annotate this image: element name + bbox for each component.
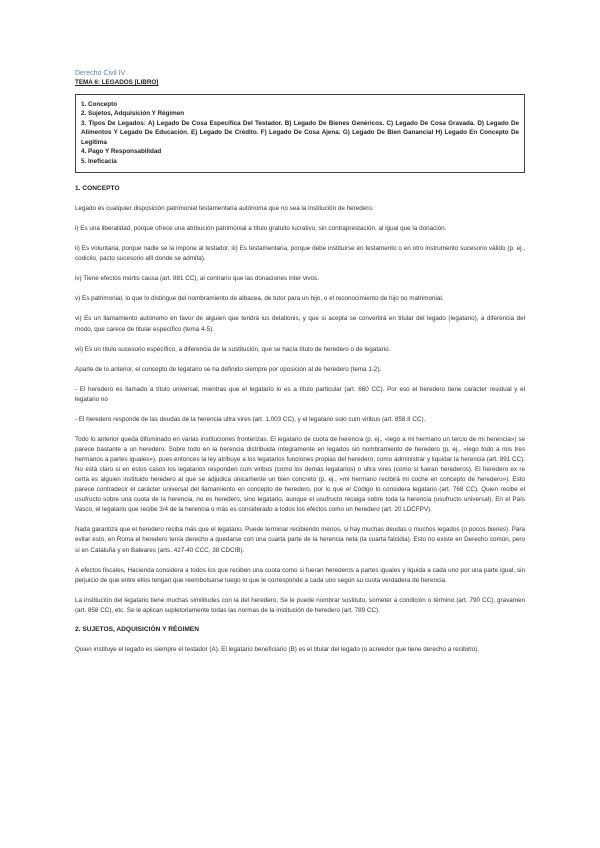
paragraph: - El heredero es llamado a título universal, mientras que el legatario lo es a título particular (art. 660 CC). Por eso el heredero tiene carácter residual y el legatario no [75, 385, 525, 403]
paragraph: iv) Tiene efectos mortis causa (art. 881 CC), al contrario que las donaciones inter vivos. [75, 275, 319, 283]
paragraph: i) Es una liberalidad, porque ofrece una atribución patrimonial a título gratuito lucrativo, sin contraprestación, al igual que la donación. [75, 225, 447, 233]
toc-item: 1. Concepto [81, 101, 118, 108]
paragraph: La institución del legatario tiene muchas similitudes con la del heredero. Se le puede nombrar sustituto, someter a condición o término (art. 790 CC), gravamen (art. 858 CC), etc. Se le aplican supletoriamente todas las normas de la institución de heredero (art. 789 CC). [75, 596, 525, 614]
paragraph: A efectos fiscales, Hacienda considera a todos los que reciben una cuota como si fueran herederos a partes iguales y liquida a cada uno por una parte igual, sin perjuicio de que entre ellos tengan que reembolsarse luego lo que le corresponde a cada uno según su cuota verdadera de herencia. [75, 566, 525, 584]
paragraph: v) Es patrimonial, lo que lo distingue del nombramiento de albacea, de tutor para un hijo, o el reconocimiento de hijo no matrimonial. [75, 295, 444, 303]
toc-item: 4. Pago Y Responsabilidad [81, 148, 162, 156]
course-title: Derecho Civil IV [75, 70, 126, 77]
toc-item: 2. Sujetos, Adquisición Y Régimen [81, 110, 185, 118]
paragraph: - El heredero responde de las deudas de la herencia ultra vires (art. 1.003 CC), y el legatario solo cum viribus (art. 858.II CC). [75, 415, 426, 423]
section-heading-concepto: 1. CONCEPTO [75, 185, 120, 193]
table-of-contents [75, 94, 525, 173]
toc-item: 5. Ineficacia [81, 157, 117, 165]
topic-title: TEMA 6: LEGADOS [LIBRO] [75, 79, 159, 86]
paragraph: Quien instituye el legado es siempre el testador (A). El legatario beneficiario (B) es el titular del legado (o acreedor que tiene derecho a recibirlo). [75, 645, 479, 653]
section-heading-sujetos: 2. SUJETOS, ADQUISICIÓN Y RÉGIMEN [75, 625, 199, 633]
paragraph: vii) Es un título sucesorio específico, a diferencia de la sustitución, que se hacía título de heredero o de legatario. [75, 345, 391, 353]
paragraph: ii) Es voluntaria, porque nadie se la impone al testador. iii) Es testamentaria, porque debe instituirse en testamento o en otro instrumento sucesorio válido (p. ej., codicilo, pacto sucesorio allí donde se admita). [75, 245, 525, 263]
paragraph: Nada garantiza que el heredero reciba más que el legatario. Puede terminar recibiendo menos, si hay muchas deudas o muchos legados (o pocos bienes). Para evitar esto, en Roma el heredero tenía derecho a quedarse con una cuarta parte de la herencia neta (la cuarta falcidia). Esto no existe en Derecho común, pero sí en Cataluña y en Baleares (arts. 427-40 CCC, 38 CDCIB). [75, 526, 525, 554]
paragraph: Aparte de lo anterior, el concepto de legatario se ha definido siempre por oposición al de heredero (tema 1-2). [75, 365, 382, 373]
paragraph: vi) Es un llamamiento autónomo en favor de alguien que tendrá ius delationis, y que si acepta se convertirá en titular del legado (legatario), a diferencia del modo, que carece de titular específico (tema 4-5). [75, 315, 525, 333]
toc-item: 3. Tipos De Legados: A) Legado De Cosa Específica Del Testador. B) Legado De Bienes Genéricos. C) Legado De Cosa Gravada. D) Legado De Alimentos Y Legado De Educación. E) Legado De Crédito. F) Legado De Cosa Ajena. G) Legado De Bien Ganancial H) Legado En Concepto De Legítima [81, 119, 519, 146]
paragraph: Legado es cualquier disposición patrimonial testamentaria autónoma que no sea la institución de heredero. [75, 205, 374, 213]
paragraph: Todo lo anterior queda difuminado en varias instituciones fronterizas. El legatario de cuota de herencia (p. ej., «lego a mi hermano un tercio de mi herencia») se parece bastante a un heredero. Sobre todo en la herencia distribuida íntegramente en legados sin nombramiento de heredero (p. ej., «lego todo a mis tres hermanos a partes iguales»), pues entonces la ley atribuye a los legatarios funciones propias del heredero, como administrar y liquidar la herencia (art. 891 CC). No está claro si en estos casos los legatarios responden cum viribus (como los demás legatarios) o ultra vires (como si fueran herederos). El heredero ex re certa es alguien instituido heredero al que se adjudica únicamente un bien concreto (p. ej., «mi hermano recibirá mi coche en concepto de heredero»). Esto parece contradecir el carácter universal del llamamiento en concepto de heredero, por lo que el Código lo considera legatario (art. 768 CC). Quien recibe el usufructo sobre una cuota de la herencia, no es heredero, sino legatario, aunque el usufructo recaiga sobre toda la herencia (usufructo universal). En el País Vasco, el legatario que recibe 3/4 de la herencia o más es considerado a todos los efectos como un heredero (art. 20 LDCFPV). [75, 435, 525, 514]
